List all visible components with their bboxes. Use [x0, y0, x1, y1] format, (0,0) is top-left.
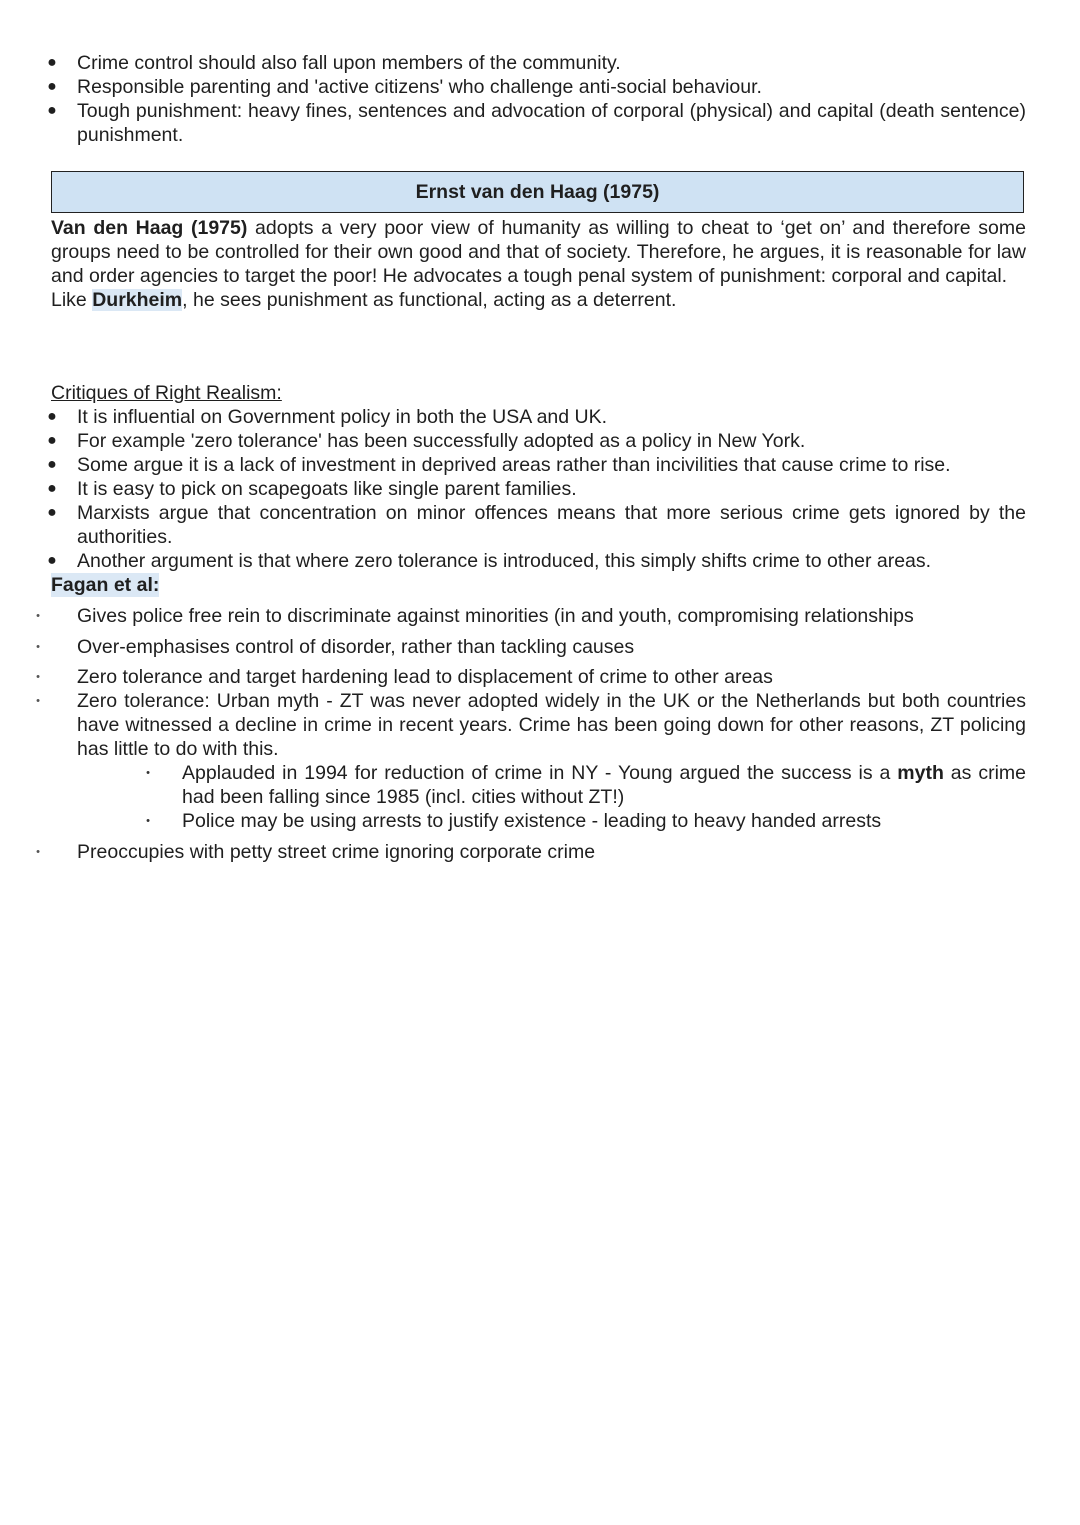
fagan-list-a — [0, 604, 1080, 628]
haag-heading: Ernst van den Haag (1975) — [415, 181, 660, 203]
list-item: ● Another argument is that where zero tolerance is introduced, this simply shifts crime to other areas. — [47, 550, 932, 572]
list-item: ● Marxists argue that concentration on minor offences means that more serious crime gets ignored by the authorities. — [47, 502, 1026, 548]
list-item: • Over-emphasises control of disorder, rather than tackling causes — [36, 636, 635, 658]
list-item: • Gives police free rein to discriminate against minorities (in and youth, compromising relationships — [36, 605, 914, 627]
haag-paragraph: Van den Haag (1975) adopts a very poor view of humanity as willing to cheat to ‘get on’ and therefore some groups need to be controlled for their own good and that of society. Therefore, he argues, it is reasonable for law and order agencies to target the poor! He advocates a tough penal system of punishment: corporal and capital. Like Durkheim, he sees punishment as functional, acting as a deterrent. — [51, 217, 1026, 311]
list-item: • Zero tolerance: Urban myth - ZT was never adopted widely in the UK or the Netherlands but both countries have witnessed a decline in crime in recent years. Crime has been going down for other reasons, ZT policing has little to do with this. — [36, 690, 1026, 760]
list-item: ● Some argue it is a lack of investment in deprived areas rather than incivilities that cause crime to rise. — [47, 454, 951, 476]
list-item: ● It is influential on Government policy in both the USA and UK. — [47, 406, 608, 428]
haag-heading-box — [51, 171, 1024, 213]
list-item: ● Tough punishment: heavy fines, sentences and advocation of corporal (physical) and capital (death sentence) punishment. — [47, 100, 1026, 146]
list-item: ● For example 'zero tolerance' has been successfully adopted as a policy in New York. — [47, 430, 806, 452]
list-item: • Preoccupies with petty street crime ignoring corporate crime — [36, 841, 596, 863]
right-realism-list — [0, 51, 1080, 147]
haag-lead-text: adopts a very poor view of humanity as willing to cheat to ‘get on’ and therefore some groups need to be controlled for their own good and that of society. Therefore, he argues, it is reasonable for law and order agencies to target the poor! He advocates a tough penal system of punishment: corporal and capital. — [51, 217, 1026, 287]
haag-lead-bold: Van den Haag (1975) — [51, 217, 248, 239]
list-item: • Zero tolerance and target hardening lead to displacement of crime to other areas — [36, 666, 773, 688]
critiques-title: Critiques of Right Realism: — [51, 382, 282, 404]
fagan-sublist — [0, 761, 1080, 833]
myth-bold: myth — [897, 762, 944, 784]
fagan-list-b — [0, 635, 1080, 659]
critiques-list — [0, 405, 1080, 573]
fagan-title: Fagan et al: — [51, 574, 160, 596]
list-item: • Applauded in 1994 for reduction of crime in NY - Young argued the success is a myth as crime had been falling since 1985 (incl. cities without ZT!) — [146, 762, 1026, 808]
list-item: ● Crime control should also fall upon members of the community. — [47, 52, 621, 74]
list-item: • Police may be using arrests to justify existence - leading to heavy handed arrests — [146, 810, 882, 832]
durkheim-highlight: Durkheim — [92, 289, 183, 311]
fagan-list-c — [0, 665, 1080, 761]
fagan-list-d — [0, 840, 1080, 864]
list-item: ● Responsible parenting and 'active citizens' who challenge anti-social behaviour. — [47, 76, 762, 98]
list-item: ● It is easy to pick on scapegoats like single parent families. — [47, 478, 577, 500]
